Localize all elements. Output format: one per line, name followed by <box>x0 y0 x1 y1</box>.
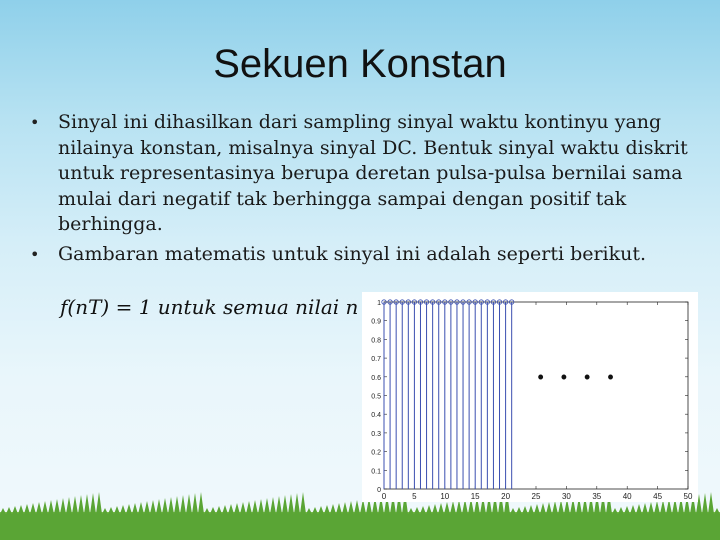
y-tick-label: 0 <box>377 487 381 494</box>
slide-title: Sekuen Konstan <box>213 42 507 86</box>
x-tick-label: 20 <box>501 492 511 501</box>
stem-chart-svg <box>362 292 698 502</box>
x-tick-label: 30 <box>561 492 571 501</box>
y-tick-label: 0.3 <box>371 430 381 438</box>
y-tick-label: 0.5 <box>371 393 381 401</box>
y-tick-label: 0.9 <box>371 318 381 326</box>
x-tick-label: 50 <box>683 492 693 501</box>
x-tick-label: 40 <box>622 492 632 501</box>
x-tick-label: 25 <box>531 492 541 501</box>
plot-frame <box>384 302 688 489</box>
y-tick-label: 0.2 <box>371 449 381 457</box>
y-tick-label: 0.1 <box>371 468 381 476</box>
y-tick-label: 0.6 <box>371 374 381 382</box>
stem-chart <box>362 292 698 502</box>
x-tick-label: 10 <box>440 492 450 501</box>
bullet-item-2 <box>30 242 690 268</box>
continuation-dots: • • • • <box>537 366 620 387</box>
y-tick-label: 0.7 <box>371 356 381 364</box>
bullet-icon: • <box>30 244 40 264</box>
bullet-list <box>30 110 690 267</box>
bullet-text-1: Sinyal ini dihasilkan dari sampling sinyal waktu kontinyu yang nilainya konstan, misalnya sinyal DC. Bentuk sinyal waktu diskrit untuk representasinya berupa deretan pulsa-pulsa bernilai sama mulai dari negatif tak berhingga sampai dengan positif tak berhingga. <box>58 111 688 235</box>
formula-text: f(nT) = 1 untuk semua nilai n <box>60 295 359 319</box>
y-tick-label: 0.4 <box>371 412 381 420</box>
bullet-icon: • <box>30 113 40 132</box>
y-tick-label: 1 <box>377 300 381 307</box>
x-tick-label: 15 <box>470 492 480 501</box>
x-tick-label: 5 <box>412 492 417 501</box>
bullet-item-1 <box>30 110 690 238</box>
x-tick-label: 35 <box>592 492 602 501</box>
y-tick-label: 0.8 <box>371 337 381 345</box>
x-tick-label: 0 <box>381 492 387 501</box>
bullet-text-2: Gambaran matematis untuk sinyal ini adalah seperti berikut. <box>58 242 647 265</box>
x-tick-label: 45 <box>653 492 663 501</box>
